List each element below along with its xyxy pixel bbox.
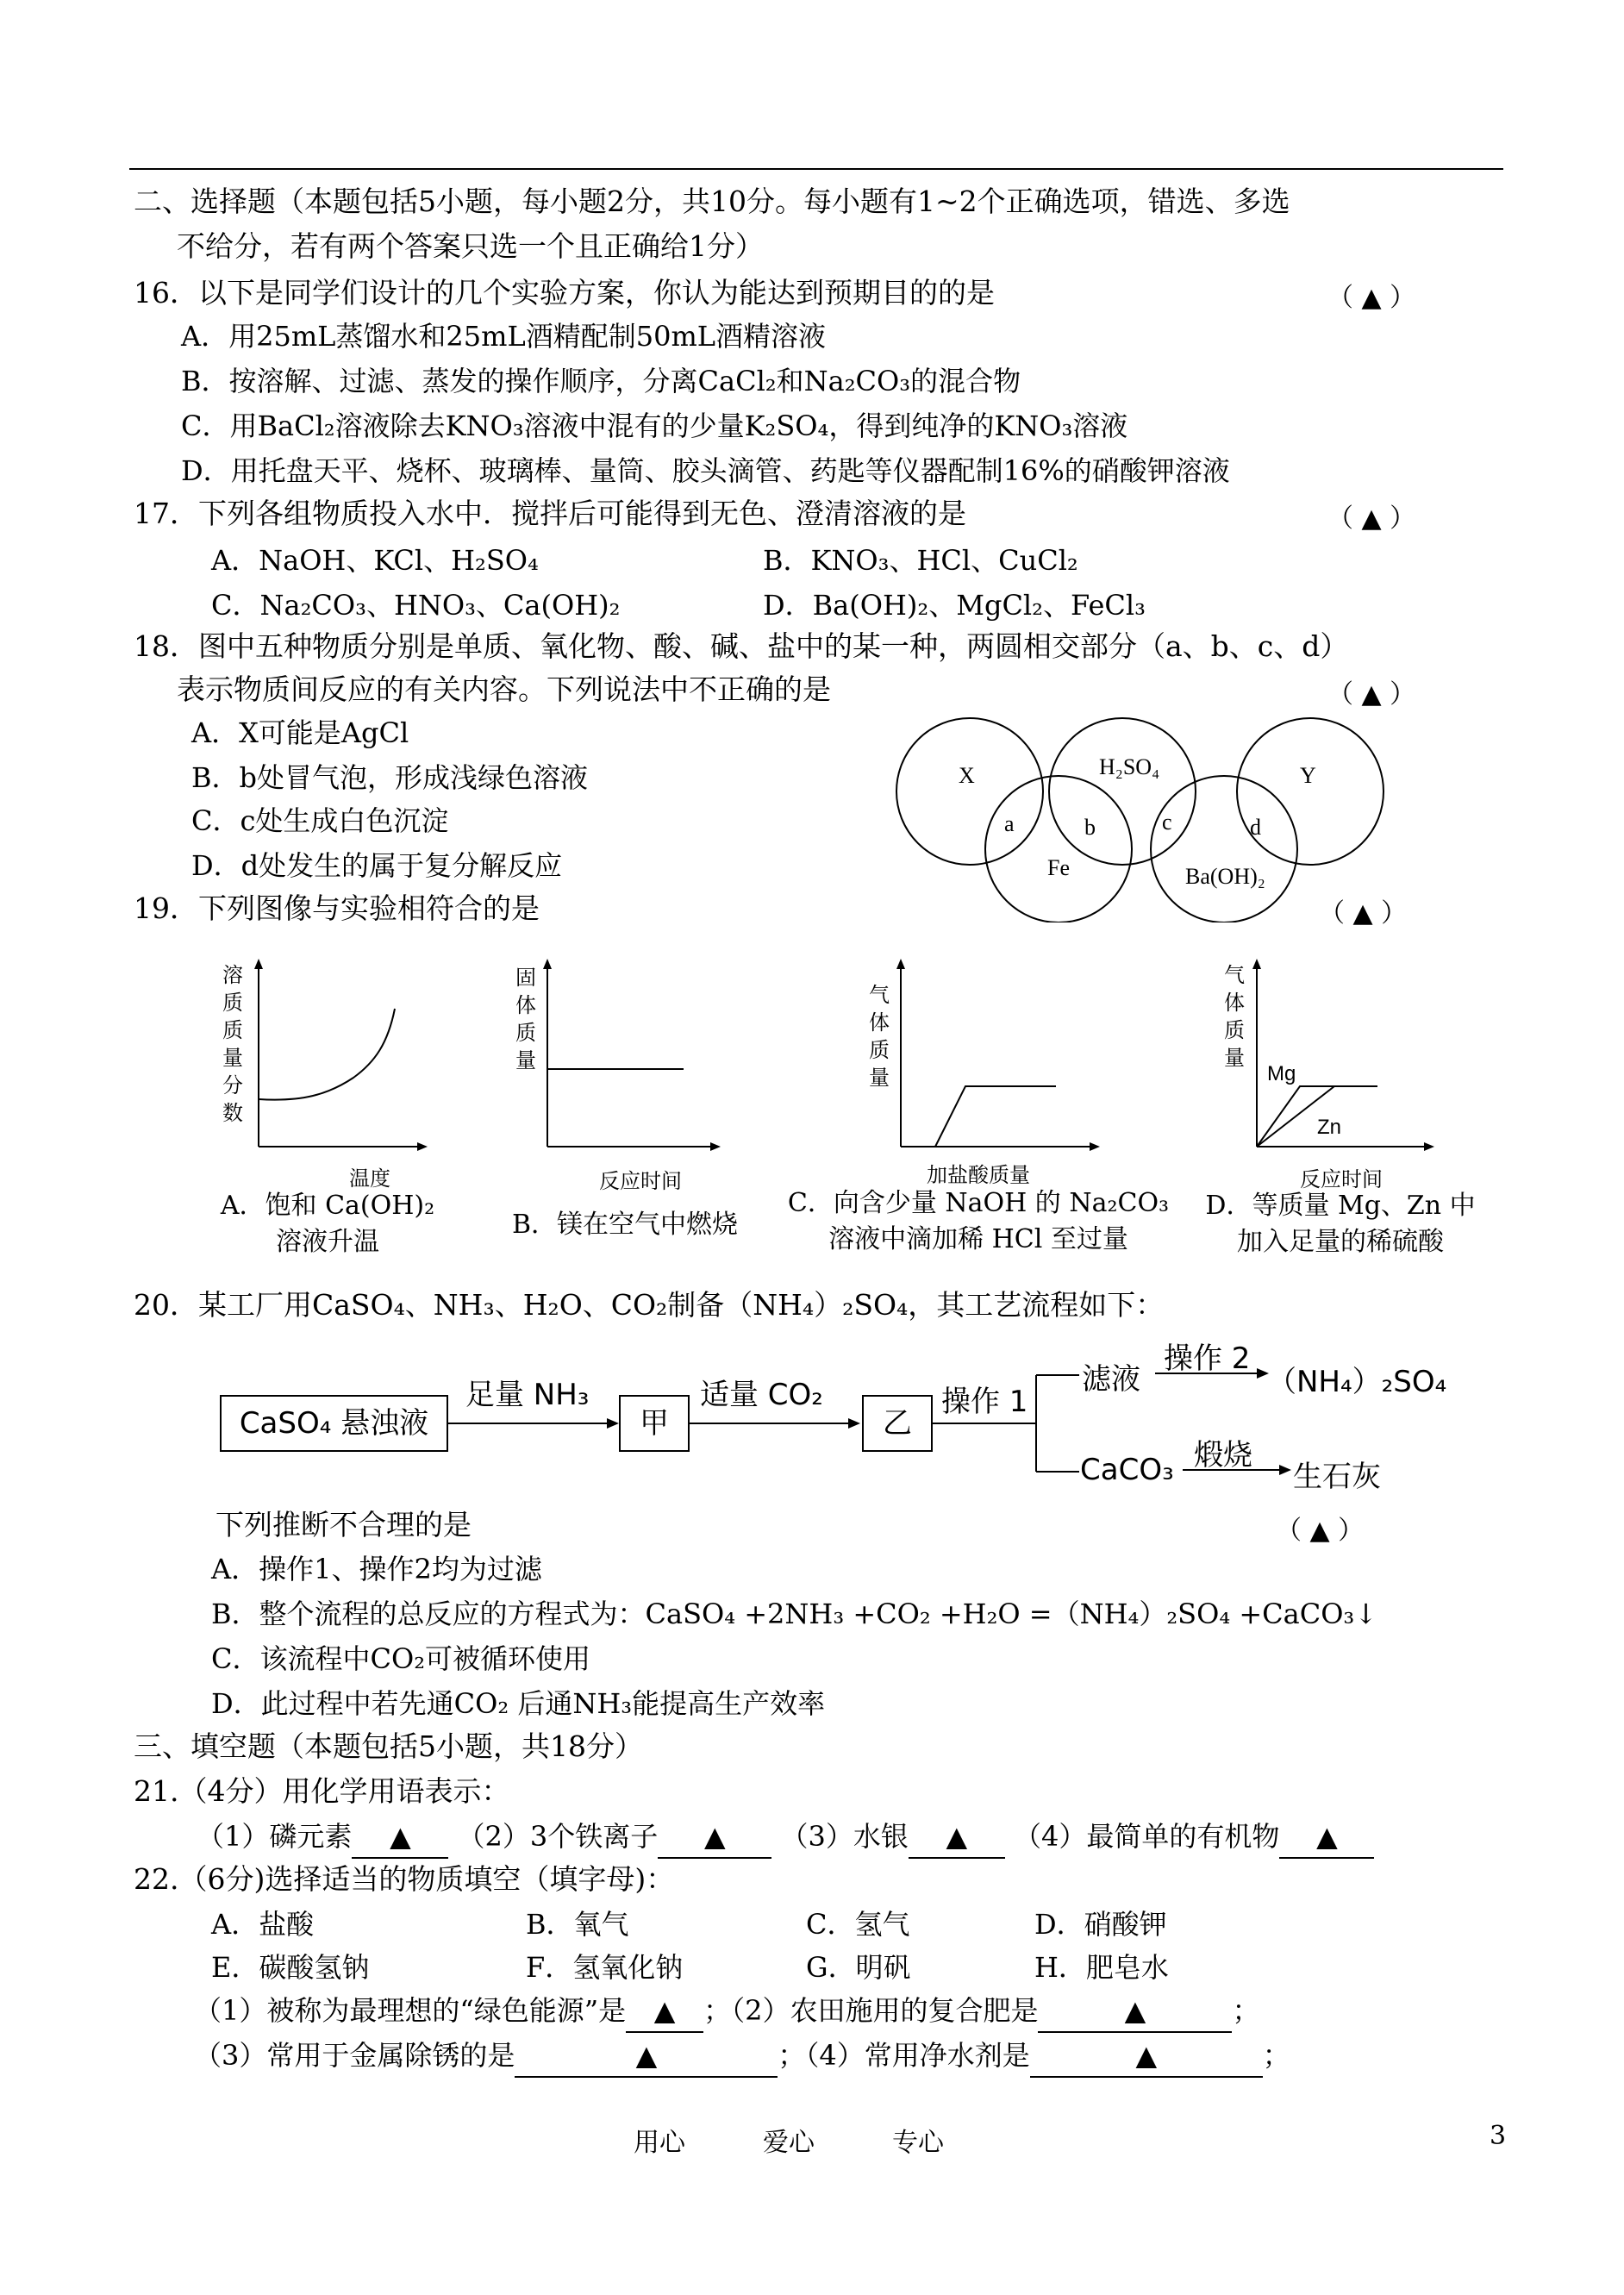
q16-option-c: C．用BaCl₂溶液除去KNO₃溶液中混有的少量K₂SO₄，得到纯净的KNO₃溶液 bbox=[181, 410, 1128, 442]
q20-answer-mark: （ ▲ ） bbox=[1276, 1516, 1365, 1546]
footer-motto-3: 专心 bbox=[892, 2128, 944, 2158]
graph-c-caption-2: 溶液中滴加稀 HCl 至过量 bbox=[828, 1224, 1128, 1254]
q21-part4: （4）最简单的有机物 bbox=[1014, 1820, 1280, 1853]
flow-branch bbox=[933, 1358, 1088, 1487]
circle-fe bbox=[985, 776, 1132, 922]
graph-a-caption-1: A．饱和 Ca(OH)₂ bbox=[220, 1191, 435, 1221]
q20-option-d: D．此过程中若先通CO₂ 后通NH₃能提高生产效率 bbox=[211, 1687, 826, 1720]
flow-arrow1 bbox=[448, 1414, 621, 1431]
flow-arrow2 bbox=[690, 1414, 862, 1431]
graph-b-xlabel: 反应时间 bbox=[599, 1169, 682, 1193]
graph-b bbox=[539, 957, 724, 1155]
q20-prompt: 下列推断不合理的是 bbox=[215, 1508, 472, 1541]
flow-op2-label: 操作 2 bbox=[1164, 1341, 1251, 1376]
q19-stem: 19．下列图像与实验相符合的是 bbox=[134, 891, 540, 925]
q22-end2: ； bbox=[1262, 2039, 1290, 2072]
q22-option-b: B．氧气 bbox=[526, 1908, 629, 1941]
q18-option-c: C．c处生成白色沉淀 bbox=[191, 804, 449, 837]
q17-stem: 17．下列各组物质投入水中．搅拌后可能得到无色、澄清溶液的是 bbox=[134, 497, 966, 530]
q21-blank1[interactable]: ▲ bbox=[352, 1816, 448, 1859]
graph-d-xlabel: 反应时间 bbox=[1300, 1167, 1383, 1191]
flow-start-box: CaSO₄ 悬浊液 bbox=[220, 1395, 448, 1452]
q22-option-e: E．碳酸氢钠 bbox=[211, 1951, 370, 1984]
flow-yi-box: 乙 bbox=[862, 1395, 933, 1452]
q17-option-d: D．Ba(OH)₂、MgCl₂、FeCl₃ bbox=[763, 589, 1146, 622]
q22-part4: ；（4）常用净水剂是 bbox=[778, 2039, 1030, 2072]
page-number: 3 bbox=[1490, 2121, 1507, 2151]
q22-part2: ；（2）农田施用的复合肥是 bbox=[703, 1994, 1039, 2027]
flow-arrow2-label: 适量 CO₂ bbox=[700, 1378, 823, 1412]
q22-option-f: F．氢氧化钠 bbox=[526, 1951, 684, 1984]
graph-d-mg-label: Mg bbox=[1267, 1062, 1296, 1085]
flow-product: （NH₄）₂SO₄ bbox=[1267, 1365, 1447, 1399]
graph-c bbox=[892, 957, 1103, 1155]
q17-option-b: B．KNO₃、HCl、CuCl₂ bbox=[763, 544, 1078, 577]
q20-option-b: B．整个流程的总反应的方程式为：CaSO₄ +2NH₃ +CO₂ +H₂O =（NH₄）₂SO₄ +CaCO₃↓ bbox=[211, 1598, 1378, 1630]
q16-answer-mark: （ ▲ ） bbox=[1327, 283, 1416, 313]
q22-part3: （3）常用于金属除锈的是 bbox=[194, 2039, 515, 2072]
graph-c-caption bbox=[780, 1185, 1177, 1258]
label-a: a bbox=[1004, 811, 1015, 836]
q17-option-a: A．NaOH、KCl、H₂SO₄ bbox=[211, 544, 539, 577]
q21-blank3[interactable]: ▲ bbox=[909, 1816, 1005, 1859]
section2-title: 二、选择题（本题包括5小题，每小题2分，共10分。每小题有1~2个正确选项，错选、多选 bbox=[134, 184, 1290, 218]
q22-blank4[interactable]: ▲ bbox=[1030, 2035, 1263, 2078]
label-y: Y bbox=[1300, 763, 1316, 788]
label-b: b bbox=[1084, 815, 1096, 840]
q22-blank2[interactable]: ▲ bbox=[1038, 1990, 1232, 2033]
q19-answer-mark: （ ▲ ） bbox=[1319, 898, 1408, 929]
graph-a bbox=[250, 957, 431, 1155]
q18-option-a: A．X可能是AgCl bbox=[191, 716, 409, 749]
q18-option-b: B．b处冒气泡，形成浅绿色溶液 bbox=[191, 761, 589, 794]
graph-c-caption-1: C．向含少量 NaOH 的 Na₂CO₃ bbox=[787, 1188, 1170, 1218]
graph-d-zn-label: Zn bbox=[1317, 1116, 1342, 1139]
flow-calcine-label: 煅烧 bbox=[1194, 1438, 1252, 1473]
q16-stem: 16．以下是同学们设计的几个实验方案，你认为能达到预期目的的是 bbox=[134, 276, 995, 310]
flow-filtrate: 滤液 bbox=[1082, 1362, 1140, 1397]
header-rule bbox=[129, 168, 1503, 170]
q22-part1: （1）被称为最理想的“绿色能源”是 bbox=[194, 1994, 627, 2027]
label-d: d bbox=[1250, 815, 1261, 840]
q21-parts bbox=[197, 1816, 1374, 1859]
q21-blank4[interactable]: ▲ bbox=[1279, 1816, 1374, 1859]
q22-option-a: A．盐酸 bbox=[211, 1908, 315, 1941]
q22-line2 bbox=[194, 2035, 1290, 2078]
graph-c-line bbox=[935, 1086, 1056, 1147]
flow-lime: 生石灰 bbox=[1293, 1460, 1381, 1494]
q16-option-a: A．用25mL蒸馏水和25mL酒精配制50mL酒精溶液 bbox=[181, 320, 827, 353]
graph-d-caption-2: 加入足量的稀硫酸 bbox=[1237, 1227, 1444, 1257]
graph-d-caption-1: D．等质量 Mg、Zn 中 bbox=[1205, 1191, 1476, 1221]
section2-title-cont: 不给分，若有两个答案只选一个且正确给1分） bbox=[177, 229, 764, 263]
flow-arrow3 bbox=[1155, 1365, 1271, 1382]
graph-a-ylabel: 溶质质量分数 bbox=[222, 963, 243, 1125]
q22-option-h: H．肥皂水 bbox=[1034, 1951, 1169, 1984]
circle-h2so4 bbox=[1049, 718, 1196, 865]
q18-option-d: D．d处发生的属于复分解反应 bbox=[191, 849, 563, 882]
q17-option-c: C．Na₂CO₃、HNO₃、Ca(OH)₂ bbox=[211, 589, 621, 622]
section3-title: 三、填空题（本题包括5小题，共18分） bbox=[134, 1729, 643, 1763]
q18-stem-cont: 表示物质间反应的有关内容。下列说法中不正确的是 bbox=[177, 672, 831, 706]
flow-op1-label: 操作 1 bbox=[941, 1385, 1028, 1419]
circle-baoh2 bbox=[1151, 776, 1297, 922]
label-baoh2: Ba(OH)₂ bbox=[1185, 864, 1265, 889]
flow-jia-box: 甲 bbox=[619, 1395, 690, 1452]
q22-line1 bbox=[194, 1990, 1259, 2033]
q20-option-a: A．操作1、操作2均为过滤 bbox=[211, 1553, 542, 1585]
q20-stem: 20．某工厂用CaSO₄、NH₃、H₂O、CO₂制备（NH₄）₂SO₄，其工艺流程如下： bbox=[134, 1288, 1165, 1322]
q18-stem: 18．图中五种物质分别是单质、氧化物、酸、碱、盐中的某一种，两圆相交部分（a、b、c、d） bbox=[134, 629, 1349, 663]
q21-part1: （1）磷元素 bbox=[197, 1820, 353, 1853]
q22-option-d: D．硝酸钾 bbox=[1034, 1908, 1167, 1941]
graph-b-ylabel: 固体质量 bbox=[515, 966, 536, 1072]
q17-answer-mark: （ ▲ ） bbox=[1327, 503, 1416, 534]
q21-part3: （3）水银 bbox=[780, 1820, 909, 1853]
flow-arrow4 bbox=[1183, 1461, 1295, 1479]
q22-stem: 22.（6分)选择适当的物质填空（填字母)： bbox=[134, 1862, 675, 1896]
graph-d-caption bbox=[1194, 1188, 1487, 1260]
q21-part2: （2）3个铁离子 bbox=[457, 1820, 659, 1853]
graph-d-ylabel: 气体质量 bbox=[1224, 963, 1245, 1070]
flow-caco3: CaCO₃ bbox=[1080, 1453, 1174, 1487]
q21-blank2[interactable]: ▲ bbox=[658, 1816, 771, 1859]
q22-blank1[interactable]: ▲ bbox=[626, 1990, 703, 2033]
footer-motto-1: 用心 bbox=[634, 2128, 685, 2158]
label-h2so4: H₂SO₄ bbox=[1099, 754, 1160, 779]
label-fe: Fe bbox=[1047, 855, 1070, 880]
q22-option-g: G．明矾 bbox=[806, 1951, 911, 1984]
q22-option-c: C．氢气 bbox=[806, 1908, 910, 1941]
circle-y bbox=[1237, 718, 1384, 865]
q22-blank3[interactable]: ▲ bbox=[515, 2035, 778, 2078]
q22-end1: ； bbox=[1232, 1994, 1260, 2027]
graph-a-caption-2: 溶液升温 bbox=[276, 1227, 379, 1257]
q16-option-b: B．按溶解、过滤、蒸发的操作顺序，分离CaCl₂和Na₂CO₃的混合物 bbox=[181, 365, 1021, 397]
graph-c-xlabel: 加盐酸质量 bbox=[927, 1163, 1030, 1187]
graph-a-xlabel: 温度 bbox=[349, 1166, 390, 1191]
graph-a-curve bbox=[259, 1009, 395, 1100]
q16-option-d: D．用托盘天平、烧杯、玻璃棒、量筒、胶头滴管、药匙等仪器配制16%的硝酸钾溶液 bbox=[181, 454, 1230, 487]
label-c: c bbox=[1162, 810, 1172, 835]
q18-answer-mark: （ ▲ ） bbox=[1327, 679, 1416, 710]
q21-stem: 21.（4分）用化学用语表示： bbox=[134, 1774, 510, 1808]
graph-c-ylabel: 气体质量 bbox=[869, 983, 890, 1090]
graph-a-caption bbox=[207, 1188, 448, 1260]
graph-d bbox=[1248, 957, 1438, 1155]
label-x: X bbox=[959, 763, 975, 788]
q20-option-c: C．该流程中CO₂可被循环使用 bbox=[211, 1642, 591, 1675]
circle-x bbox=[896, 718, 1043, 865]
graph-b-caption: B．镁在空气中燃烧 bbox=[511, 1210, 739, 1240]
footer-motto-2: 爱心 bbox=[763, 2128, 815, 2158]
flow-arrow1-label: 足量 NH₃ bbox=[465, 1378, 590, 1412]
